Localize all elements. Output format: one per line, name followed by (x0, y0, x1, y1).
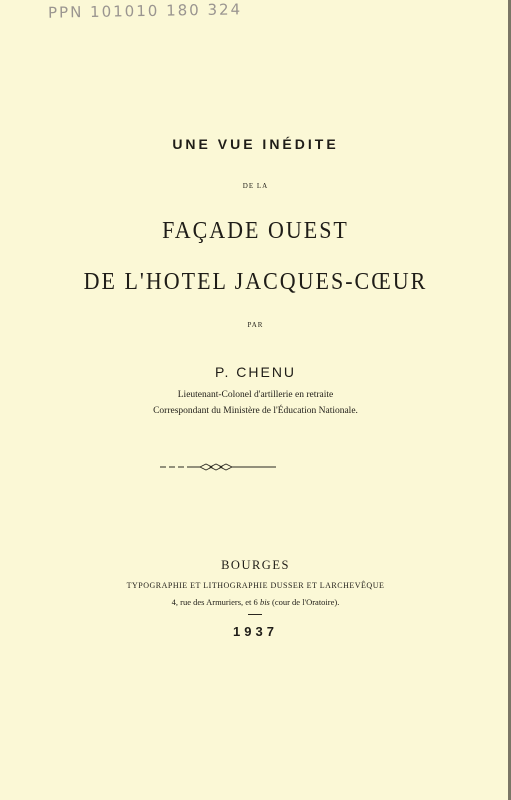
title-line-3: FAÇADE OUEST (162, 215, 349, 244)
short-rule (248, 614, 262, 615)
author-title-2: Correspondant du Ministère de l'Éducation Nationale. (153, 406, 358, 416)
divider-ornament-icon (160, 462, 276, 472)
title-line-2: DE LA (242, 182, 269, 190)
author-title-1: Lieutenant-Colonel d'artillerie en retraite (177, 390, 334, 400)
address-part-1: 4, rue des Armuriers, et 6 (171, 597, 258, 607)
imprint-printer: TYPOGRAPHIE ET LITHOGRAPHIE DUSSER ET LARCHEVÊQUE (126, 581, 385, 590)
imprint-address (0, 597, 511, 607)
address-bis: bis (259, 597, 270, 607)
imprint-place: BOURGES (221, 558, 290, 572)
imprint-year: 1937 (233, 624, 278, 639)
handwritten-shelfmark: PPN 101010 180 324 (47, 0, 243, 22)
address-part-2: (cour de l'Oratoire). (271, 597, 340, 607)
author-name: P. CHENU (214, 364, 297, 380)
by-label: PAR (247, 321, 264, 329)
title-line-1: UNE VUE INÉDITE (172, 136, 339, 152)
title-line-4: DE L'HOTEL JACQUES-CŒUR (83, 266, 428, 295)
